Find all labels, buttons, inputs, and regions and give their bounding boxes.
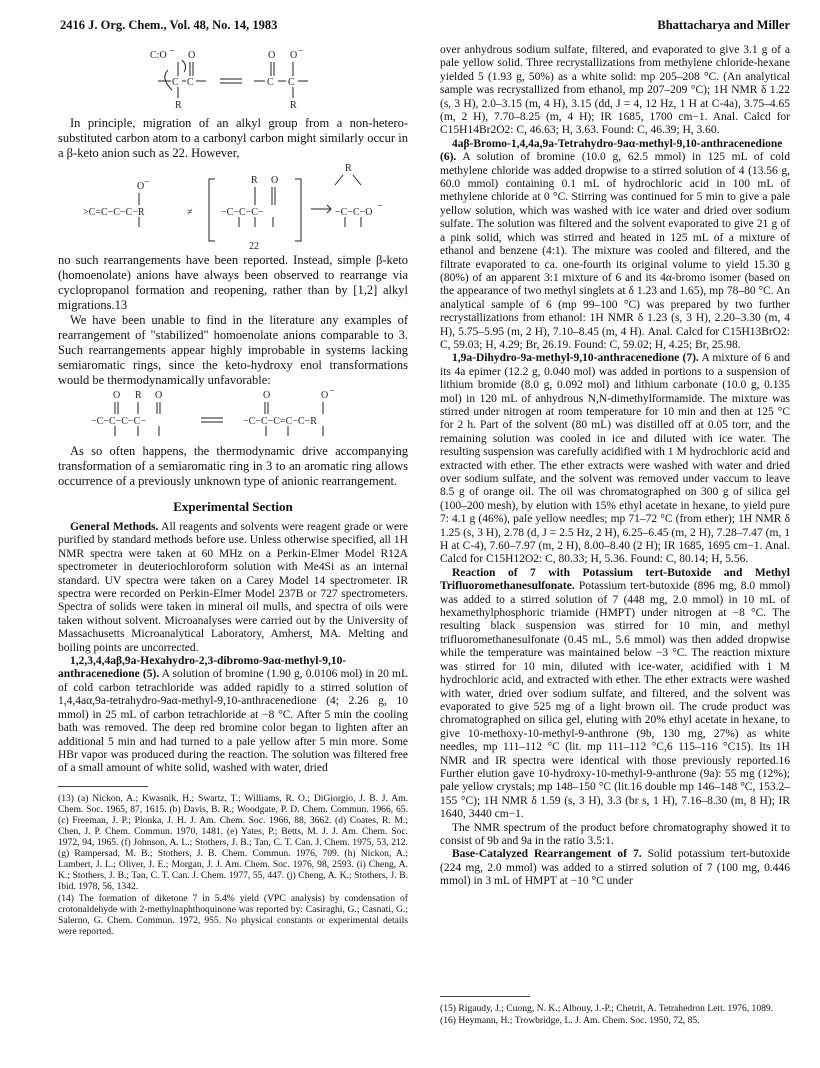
footnote-divider-right bbox=[440, 996, 530, 997]
footnote-13: (13) (a) Nickon, A.; Kwasnik, H.; Swartz, T.; Williams, R. O.; DiGiorgio, J. B. J. Am. Chem. Soc. 1965, 87, 1615. (b) Davis, B. R.; Woodgate, P. D. Chem. Commun. 1966, 65. (c) Freeman, J. P.; Plonka, J. H. J. Am. Chem. Soc. 1966, 88, 3662. (d) Coates, R. M.; Chen, J. P. Chem. Commun. 1970, 1481. (e) Yates, P.; Betts, M. J. J. Am. Chem. Soc. 1972, 94, 1965. (f) Johnson, A. L.; Stothers, J. B.; Tan, C. T. Can. J. Chem. 1975, 53, 212. (g) Rampersad, M. B.; Stothers, J. B. Chem. Commun. 1976, 709. (h) Nickon, A.; Lambert, J. L.; Oliver, J. E.; Morgan, J. J. Am. Chem. Soc. 1976, 98, 2593. (i) Cheng, A. K.; Stothers, J. B.; Tan, C. T. Can. J. Chem. 1977, 55, 447. (j) Cheng, A. K.; Stothers, J. B. Ibid. 1978, 56, 1342. bbox=[58, 792, 408, 892]
text-compound-5: A solution of bromine (1.90 g, 0.0106 mol) in 20 mL of cold carbon tetrachloride was added rapidly to a stirred solution of 1,4,4aα,9a-tetrahydro-9aα-methyl-9,10-anthracenedione (4; 2.26 g, 10 mmol) in 25 mL of carbon tetrachloride at −8 °C. After 5 min the cooling bath was removed. The deep red bromine color began to lighten after an additional 5 min and had turned to a pale yellow after 5 min more. Some HBr vapor was produced during the reaction. The solution was filtered free of a small amount of white solid, washed with water, dried bbox=[58, 668, 409, 775]
text-reaction-of-7: Potassium tert-butoxide (896 mg, 8.0 mmol) was added to a stirred solution of 7 (448 mg, 2.0 mmol) in 10 mL of hexamethylphosphoric triamide (HMPT) under nitrogen at −8 °C. The resulting black suspension was stirred for 10 min, and methyl trifluoromethanesulfonate (0.45 mL, 5.6 mmol) was then added dropwise while the temperature was maintained below −3 °C. The reaction mixture was stirred for 10 min, diluted with ice-water, acidified with 1 M hydrochloric acid, and extracted with ether. The ether extracts were washed with water, dried over sodium sulfate, and filtered, and the solvent was evaporated to give 525 mg of a light brown oil. The crude product was chromatographed on silica gel, eluting with 20% ethyl acetate in hexane, to give 10-methoxy-10-methyl-9-anthrone (9b, 130 mg, 27%) as white needles, mp 111–112 °C (lit. mp 111–112 °C,6 115–116 °C15). Its 1H NMR and IR spectra were identical with those previously reported.16 Further elution gave 10-hydroxy-10-methyl-9-anthrone (9a): 55 mg (12%); pale yellow crystals; mp 148–150 °C (lit.16 double mp 146–148 °C, 153.2–155 °C); 1H NMR δ 1.59 (s, 3 H), 3.3 (br s, 1 H), 7.16–8.30 (m, 8 H); IR 1640, 3440 cm−1. bbox=[440, 580, 790, 821]
right-column bbox=[440, 44, 790, 889]
svg-text:−C−C−C−C−: −C−C−C−C− bbox=[91, 416, 146, 427]
svg-text:−: − bbox=[377, 201, 383, 212]
paragraph-reaction-of-7 bbox=[440, 567, 790, 822]
text-compound-6: A solution of bromine (10.0 g, 62.5 mmol) in 125 mL of cold methylene chloride was added dropwise to a stirred solution of 4 (13.56 g, 60.0 mmol) containing 0.1 mL of hydrochloric acid in 100 mL of methylene chloride at 0 °C. Stirring was continued for 5 min to give a pale yellow solution, which was washed with ice water and dried over sodium sulfate. The solution was filtered and the solvent evaporated to give 21 g of a pink solid, which was stirred and heated in 125 mL of a mixture of ethanol and benzene (4:1). The mixture was cooled and filtered, and the filtrate evaporated to ca. one-fourth its original volume to yield 15.30 g (80%) of an apparent 3:1 mixture of 6 and its 4α-bromo isomer (based on the appearance of two methyl singlets at δ 1.23 and 1.65), mp 78–80 °C. An analytical sample of 6 (mp 99–100 °C) was prepared by two further recrystallizations from ethanol: 1H NMR δ 1.23 (s, 3 H), 2.20–3.30 (m, 4 H), 5.75–5.95 (m, 2 H), 7.10–8.45 (m, 4 H). Anal. Calcd for C15H13BrO2: C, 59.03; H, 4.29; Br, 26.19. Found: C, 59.02; H, 4.25; Br, 25.98. bbox=[440, 151, 790, 351]
svg-text:−C−C−O: −C−C−O bbox=[335, 207, 373, 218]
subhead-general-methods: General Methods. bbox=[70, 521, 159, 533]
paragraph-thermodynamic-drive: As so often happens, the thermodynamic drive accompanying transformation of a semiaromatic ring in 3 to an aromatic ring allows occurrence of a previously unknown type of anionic rearrangement. bbox=[58, 444, 408, 488]
svg-text:C: C bbox=[267, 77, 274, 88]
subhead-reaction-of-7: Reaction of 7 with Potassium tert-Butoxide and Methyl Trifluoromethanesulfonate. bbox=[440, 566, 790, 593]
paragraph-base-catalyzed bbox=[440, 848, 790, 888]
paragraph-alkyl-migration: In principle, migration of an alkyl group from a non-hetero-substituted carbon atom to a carbonyl carbon might similarly occur in a β-keto anion such as 22. However, bbox=[58, 116, 408, 160]
text-base-catalyzed: Solid potassium tert-butoxide (224 mg, 2.0 mmol) was added to a stirred solution of 7 (100 mg, 0.446 mmol) in 3 mL of HMPT at −10 °C under bbox=[440, 848, 791, 888]
subhead-base-catalyzed: Base-Catalyzed Rearrangement of 7. bbox=[452, 848, 642, 861]
paragraph-compound-6 bbox=[440, 138, 790, 353]
paragraph-compound-7 bbox=[440, 352, 790, 567]
text-compound-7: A mixture of 6 and its 4a epimer (12.2 g, 0.040 mol) was added in portions to a suspension of lithium bromide (8.0 g, 0.092 mol) and lithium carbonate (10.0 g, 0.135 mol) in 120 mL of anhydrous N,N-dimethylformamide. The mixture was stirred under nitrogen at room temperature for 10 min and then at 125 °C for 2 h. Part of the solvent (80 mL) was distilled off at 0.05 torr, and the remaining solution was cooled in ice and diluted with ice water. The resulting suspension was carefully acidified with 1 M hydrochloric acid and extracted with ether. The ether extracts were washed with water and dried over sodium sulfate, and the solvent was removed under vaccum to leave 8.5 g of orange oil. The oil was chromatographed on 300 g of silica gel (100–200 mesh), by elution with 15% ethyl acetate in hexane, to yield pure 7: 4.1 g (46%), pale yellow needles; mp 71–72 °C (from ether); 1H NMR δ 1.25 (s, 3 H), 2.78 (d, J = 2.5 Hz, 2 H), 6.25–6.45 (m, 2 H), 7.28–7.47 (m, 1 H at C-4), 7.60–7.97 (m, 2 H), 8.00–8.40 (2 H); IR 1685, 1695 cm−1. Anal. Calcd for C15H12O2: C, 80.33; H, 5.36. Found: C, 80.14; H, 5.56. bbox=[440, 352, 790, 566]
svg-text:C: C bbox=[187, 77, 194, 88]
paragraph-general-methods bbox=[58, 521, 408, 655]
svg-text:R: R bbox=[290, 100, 297, 111]
svg-text:≠: ≠ bbox=[187, 207, 193, 218]
text-general-methods: All reagents and solvents were reagent grade or were purified by standard methods before use. Unless otherwise specified, all 1H NMR spectra were taken at 60 MHz on a Perkin-Elmer Model R12A spectrometer in deuteriochloroform solution with Me4Si as an internal standard. UV spectra were taken on a Carey Model 14 spectrometer. IR spectra were recorded on Perkin-Elmer Model 237B or 727 spectrometers. Spectra of solids were taken in mineral oil mulls, and spectra of oils were taken without solvent. Microanalyses were carried out by the University of Massachusetts Microanalytical Laboratory, Amherst, MA. Melting and boiling points are uncorrected. bbox=[58, 521, 408, 654]
svg-text:−: − bbox=[169, 46, 175, 57]
svg-text:O: O bbox=[263, 390, 271, 401]
footnote-divider bbox=[58, 786, 148, 787]
footnotes-right bbox=[440, 996, 790, 1026]
svg-text:O: O bbox=[137, 181, 145, 192]
paragraph-compound-5-continued: over anhydrous sodium sulfate, filtered, and evaporated to give 3.1 g of a pale yellow solid. Three recrystallizations from methylene chloride-hexane yielded 5 (1.93 g, 50%) as a white solid: mp 205–208 °C. (An analytical sample was recrystallized from ethanol, mp 207–209 °C); 1H NMR δ 1.22 (s, 3 H), 2.0–3.15 (m, 4 H), 3.15 (dd, J = 4, 12 Hz, 1 H at C-4a), 3.75–4.65 (m, 2 H), 7.70–8.25 (m, 4 H); IR 1685, 1700 cm−1. Anal. Calcd for C15H14Br2O2: C, 46.63; H, 3.63. Found: C, 46.39; H, 3.60. bbox=[440, 44, 790, 137]
svg-text:R: R bbox=[345, 163, 352, 174]
paragraph-compound-5 bbox=[58, 655, 408, 776]
svg-text:−C−C−C−: −C−C−C− bbox=[221, 207, 264, 218]
left-column bbox=[58, 46, 408, 937]
scheme-beta-keto-anion-22 bbox=[63, 161, 403, 253]
compound-label-22: 22 bbox=[249, 241, 259, 252]
svg-text:O: O bbox=[155, 390, 163, 401]
svg-text:O: O bbox=[321, 390, 329, 401]
footnotes-left bbox=[58, 793, 408, 937]
svg-text:−: − bbox=[298, 46, 304, 57]
scheme-enolate-equilibrium bbox=[138, 46, 328, 116]
svg-text:O: O bbox=[290, 50, 298, 61]
svg-text:R: R bbox=[135, 390, 142, 401]
running-header bbox=[60, 18, 790, 36]
paragraph-stabilized-homoenolate: We have been unable to find in the literature any examples of rearrangement of "stabilized" homoenolate anions comparable to 3. Such rearrangements appear highly improbable in systems lacking semiaromatic rings, since the keto-hydroxy enol transformations would be thermodynamically unfavorable: bbox=[58, 313, 408, 387]
section-title-experimental: Experimental Section bbox=[173, 499, 293, 514]
paragraph-no-rearrangements: no such rearrangements have been reported. Instead, simple β-keto (homoenolate) anions have always been observed to rearrange via cyclopropanol formation and reopening, rather than by [1,2] alkyl migrations.13 bbox=[58, 253, 408, 312]
subhead-compound-5: 1,2,3,4,4aβ,9a-Hexahydro-2,3-dibromo-9aα-methyl-9,10-anthracenedione (5). bbox=[58, 655, 347, 681]
subhead-compound-6: 4aβ-Bromo-1,4,4a,9a-Tetrahydro-9aα-methyl-9,10-anthracenedione (6). bbox=[440, 137, 783, 164]
svg-text:C: C bbox=[172, 77, 179, 88]
svg-text:C:O: C:O bbox=[150, 50, 167, 61]
svg-text:R: R bbox=[251, 175, 258, 186]
svg-text:>C=C−C−C−R: >C=C−C−C−R bbox=[83, 207, 145, 218]
footnote-15: (15) Rigaudy, J.; Cuong, N. K.; Albouy, J.-P.; Chetrit, A. Tetrahedron Lett. 1976, 1089. bbox=[440, 1003, 774, 1014]
svg-text:O: O bbox=[268, 50, 276, 61]
footnote-14: (14) The formation of diketone 7 in 5.4% yield (VPC analysis) by condensation of crotonaldehyde with 2-methylnaphthoquinone was reported by: Casiraghi, G.; Casnati, G.; Salerno, G. Chem. Commun. 1972, 955. No physical constants or experimental details were reported. bbox=[58, 892, 408, 937]
svg-text:O: O bbox=[188, 50, 196, 61]
scheme-keto-enol-transformation bbox=[83, 388, 383, 444]
svg-text:R: R bbox=[175, 100, 182, 111]
svg-text:−C−C−C=C−C−R: −C−C−C=C−C−R bbox=[243, 416, 317, 427]
svg-text:−: − bbox=[144, 177, 150, 188]
journal-citation: 2416 J. Org. Chem., Vol. 48, No. 14, 1983 bbox=[60, 18, 278, 32]
svg-text:O: O bbox=[113, 390, 121, 401]
subhead-compound-7: 1,9a-Dihydro-9a-methyl-9,10-anthracenedione (7). bbox=[452, 352, 699, 365]
svg-text:C: C bbox=[288, 77, 295, 88]
svg-text:O: O bbox=[271, 175, 279, 186]
svg-text:−: − bbox=[329, 388, 335, 397]
footnote-16: (16) Heymann, H.; Trowbridge, L. J. Am. Chem. Soc. 1950, 72, 85. bbox=[440, 1015, 700, 1026]
paragraph-nmr-ratio: The NMR spectrum of the product before chromatography showed it to consist of 9b and 9a in the ratio 3.5:1. bbox=[440, 821, 790, 847]
author-names: Bhattacharya and Miller bbox=[657, 18, 790, 32]
